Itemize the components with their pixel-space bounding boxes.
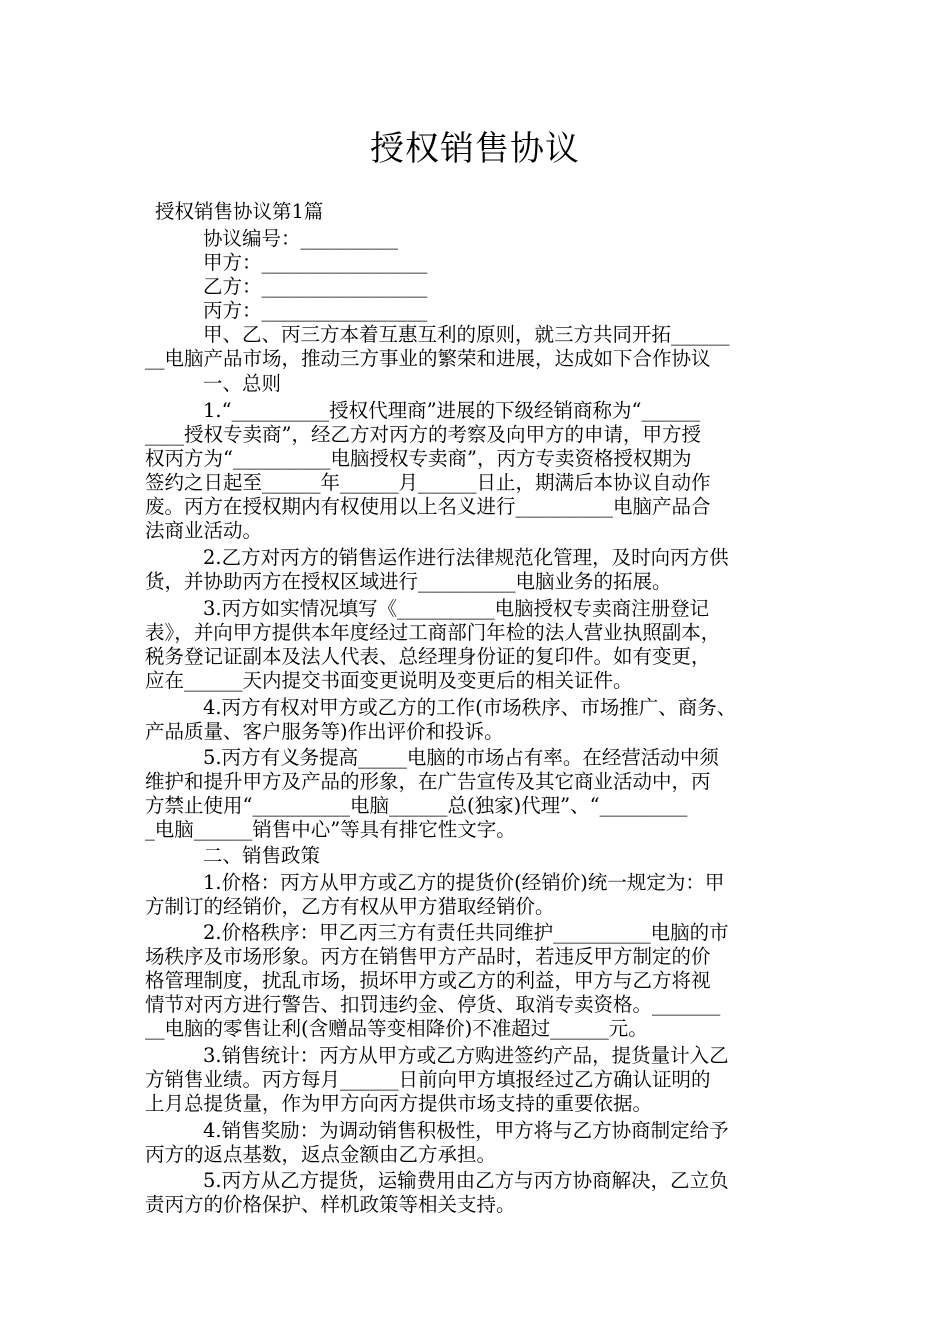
paragraph-line: 4.销售奖励：为调动销售积极性，甲方将与乙方协商制定给予 bbox=[203, 1119, 729, 1142]
paragraph-line: 法商业活动。 bbox=[145, 519, 263, 542]
paragraph-line: 情节对丙方进行警告、扣罚违约金、停货、取消专卖资格。_______ bbox=[145, 993, 721, 1016]
paragraph-line: 方制订的经销价，乙方有权从甲方猎取经销价。 bbox=[145, 895, 555, 918]
paragraph-line: 责丙方的价格保护、样机政策等相关支持。 bbox=[145, 1193, 516, 1216]
paragraph-line: 2.乙方对丙方的销售运作进行法律规范化管理，及时向丙方供 bbox=[203, 546, 729, 569]
paragraph-line: 表》，并向甲方提供本年度经过工商部门年检的法人营业执照副本， bbox=[145, 621, 721, 644]
paragraph-line: 格管理制度，扰乱市场，损坏甲方或乙方的利益，甲方与乙方将视 bbox=[145, 969, 711, 992]
paragraph-line: 方禁止使用“__________电脑______总(独家)代理”、“_________ bbox=[145, 794, 688, 817]
paragraph-line: 1.价格：丙方从甲方或乙方的提货价(经销价)统一规定为：甲 bbox=[203, 871, 725, 894]
paragraph-line: 权丙方为“__________电脑授权专卖商”，丙方专卖资格授权期为 bbox=[145, 447, 692, 470]
paragraph-line: 5.丙方从乙方提货，运输费用由乙方与丙方协商解决，乙立负 bbox=[203, 1169, 729, 1192]
paragraph-line: 货，并协助丙方在授权区域进行__________电脑业务的拓展。 bbox=[145, 570, 672, 593]
paragraph-line: __电脑的零售让利(含赠品等变相降价)不准超过______元。 bbox=[145, 1017, 648, 1040]
paragraph-line: __电脑产品市场，推动三方事业的繁荣和进展，达成如下合作协议 bbox=[145, 347, 711, 370]
paragraph-line: 方销售业绩。丙方每月______日前向甲方填报经过乙方确认证明的 bbox=[145, 1068, 711, 1091]
paragraph-line: 应在______天内提交书面变更说明及变更后的相关证件。 bbox=[145, 669, 633, 692]
paragraph-line: 2.价格秩序：甲乙丙三方有责任共同维护__________电脑的市 bbox=[203, 921, 729, 944]
paragraph-line: 产品质量、客户服务等)作出评价和投诉。 bbox=[145, 720, 504, 743]
paragraph-line: 甲、乙、丙三方本着互惠互利的原则，就三方共同开拓______ bbox=[203, 323, 730, 346]
section-heading: 二、销售政策 bbox=[203, 844, 321, 867]
paragraph-line: 3.销售统计：丙方从甲方或乙方购进签约产品，提货量计入乙 bbox=[203, 1044, 729, 1067]
paragraph-line: 4.丙方有权对甲方或乙方的工作(市场秩序、市场推广、商务、 bbox=[203, 696, 737, 719]
paragraph-line: 场秩序及市场形象。丙方在销售甲方产品时，若违反甲方制定的价 bbox=[145, 945, 711, 968]
section-heading: 一、总则 bbox=[203, 372, 282, 395]
paragraph-line: ____授权专卖商”，经乙方对丙方的考察及向甲方的申请，甲方授 bbox=[145, 423, 701, 446]
paragraph-line: _电脑______销售中心”等具有排它性文字。 bbox=[145, 818, 516, 841]
section-heading: 授权销售协议第1篇 bbox=[155, 200, 324, 223]
document-title: 授权销售协议 bbox=[370, 129, 580, 169]
paragraph-line: 废。丙方在授权期内有权使用以上名义进行__________电脑产品合 bbox=[145, 495, 711, 518]
paragraph-line: 维护和提升甲方及产品的形象，在广告宣传及其它商业活动中，丙 bbox=[145, 770, 711, 793]
paragraph-line: 上月总提货量，作为甲方向丙方提供市场支持的重要依据。 bbox=[145, 1092, 653, 1115]
paragraph-line: 丙方的返点基数，返点金额由乙方承担。 bbox=[145, 1143, 497, 1166]
paragraph-line: 税务登记证副本及法人代表、总经理身份证的复印件。如有变更， bbox=[145, 645, 711, 668]
paragraph-line: 签约之日起至______年______月______日止，期满后本协议自动作 bbox=[145, 471, 711, 494]
field-line: 甲方：_________________ bbox=[203, 251, 428, 274]
paragraph-line: 3.丙方如实情况填写《__________电脑授权专卖商注册登记 bbox=[203, 597, 710, 620]
field-line: 协议编号：__________ bbox=[203, 227, 399, 250]
field-line: 乙方：_________________ bbox=[203, 275, 428, 298]
paragraph-line: 1.“__________授权代理商”进展的下级经销商称为“______ bbox=[203, 399, 701, 422]
field-line: 丙方：_________________ bbox=[203, 299, 428, 322]
paragraph-line: 5.丙方有义务提高_____电脑的市场占有率。在经营活动中须 bbox=[203, 746, 719, 769]
